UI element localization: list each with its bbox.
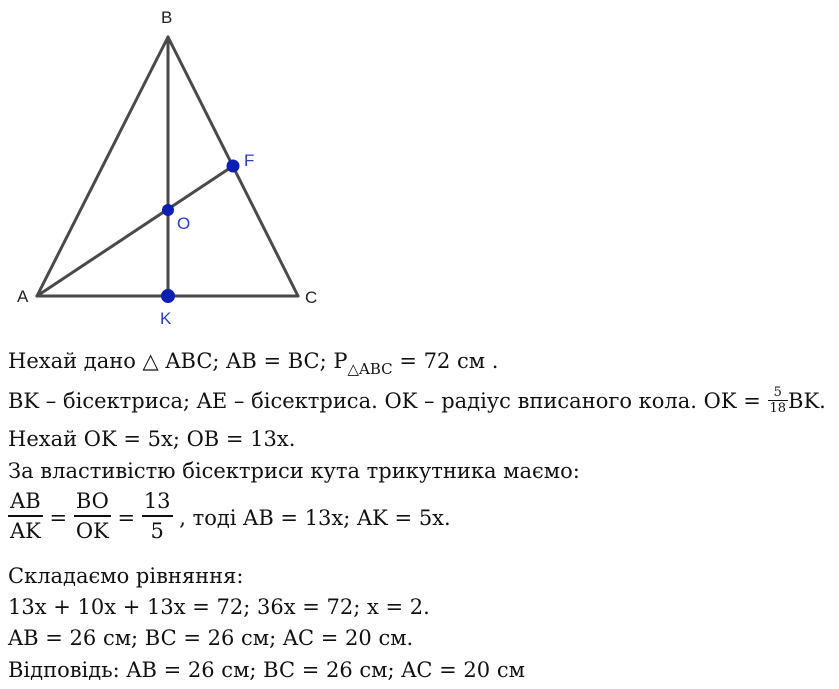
label-f: F	[244, 151, 255, 170]
label-k: K	[160, 309, 172, 328]
label-b: B	[161, 8, 173, 27]
perimeter-subscript: △ABC	[347, 360, 393, 378]
given-line	[8, 348, 498, 376]
fraction-denominator: 18	[769, 401, 787, 416]
side-ab	[37, 37, 168, 296]
fraction-5-18	[768, 385, 789, 416]
point-o	[162, 204, 174, 216]
fraction-denominator: OK	[75, 519, 109, 543]
fraction-ab-ak	[8, 487, 43, 545]
equals-sign: =	[110, 506, 142, 530]
fraction-numerator: BO	[74, 487, 111, 517]
given-perimeter: = 72 см .	[392, 349, 499, 373]
answer-line: Відповідь: AB = 26 см; BC = 26 см; AC = 20 см	[8, 658, 525, 682]
fraction-13-5	[142, 487, 173, 545]
equation-heading: Складаємо рівняння:	[8, 564, 244, 588]
fraction-numerator: 13	[142, 487, 173, 517]
equals-sign: =	[42, 506, 74, 530]
bisector-line	[8, 387, 826, 418]
label-a: A	[17, 287, 29, 306]
let-line: Нехай OK = 5x; OB = 13x.	[8, 427, 296, 451]
equation-line: 13x + 10x + 13x = 72; 36x = 72; x = 2.	[8, 595, 430, 619]
label-c: C	[305, 288, 318, 307]
property-line: За властивістю бісектриси кута трикутника маємо:	[8, 459, 580, 483]
ratio-line	[8, 489, 451, 549]
sides-line: AB = 26 см; BC = 26 см; AC = 20 см.	[8, 626, 414, 650]
fraction-denominator: 5	[150, 519, 164, 543]
bisector-tail: BK.	[788, 389, 826, 413]
bisector-af	[37, 166, 233, 296]
fraction-denominator: AK	[10, 519, 41, 543]
fraction-numerator: 5	[768, 385, 789, 401]
given-text: Нехай дано △ ABC; AB = BC; P	[8, 349, 348, 373]
point-k	[161, 289, 175, 303]
triangle-figure	[0, 0, 340, 335]
fraction-bo-ok	[74, 487, 111, 545]
fraction-numerator: AB	[8, 487, 43, 517]
bisector-text: BK – бісектриса; AE – бісектриса. OK – радіус вписаного кола. OK =	[8, 389, 768, 413]
point-f	[227, 160, 240, 173]
ratio-tail: , тоді AB = 13x; AK = 5x.	[172, 506, 451, 530]
label-o: O	[177, 214, 191, 233]
